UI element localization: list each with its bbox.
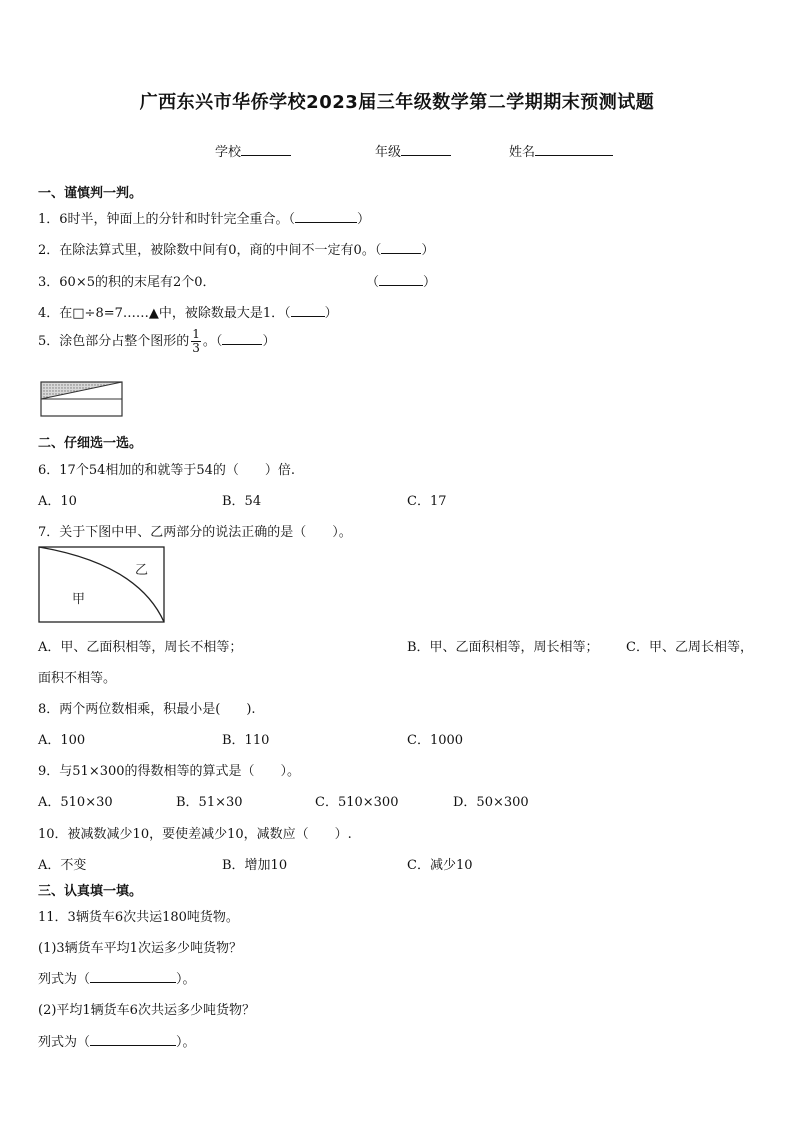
grade-field: [375, 141, 451, 160]
question-1: [38, 208, 370, 227]
question-6-option-a[interactable]: A．10: [38, 494, 77, 509]
question-7-option-b[interactable]: B．甲、乙面积相等，周长相等；: [407, 640, 599, 655]
question-3-text: 3．60×5的积的末尾有2个0．: [38, 275, 216, 290]
question-1-close: ）: [357, 212, 371, 227]
fraction-one-third: [191, 328, 201, 355]
formula-close-1: ）。: [176, 972, 196, 987]
section-3-heading: 三、认真填一填。: [38, 884, 143, 899]
question-5-text: 5．涂色部分占整个图形的: [38, 334, 190, 349]
section-1-heading: 一、谨慎判一判。: [38, 186, 143, 201]
figure-curve: [39, 547, 164, 622]
name-label: 姓名: [509, 145, 536, 160]
jia-yi-figure: [38, 546, 166, 624]
question-8-option-a[interactable]: A．100: [38, 733, 86, 748]
question-5: [38, 328, 275, 355]
school-blank[interactable]: [241, 143, 291, 156]
question-8-option-c[interactable]: C．1000: [407, 733, 464, 748]
question-10-option-a[interactable]: A．不变: [38, 858, 87, 873]
page-title: 广西东兴市华侨学校2023届三年级数学第二学期期末预测试题: [139, 92, 655, 113]
answer-blank-2[interactable]: [381, 241, 421, 254]
question-10-option-c[interactable]: C．减少10: [407, 858, 473, 873]
question-3-open: （: [366, 275, 380, 290]
question-8: 8．两个两位数相乘，积最小是( ).: [38, 702, 256, 717]
answer-blank-11-1[interactable]: [90, 970, 176, 983]
fraction-numerator: 1: [192, 327, 200, 341]
fraction-denominator: 3: [192, 341, 200, 355]
question-6: 6．17个54相加的和就等于54的（ ）倍.: [38, 463, 296, 478]
question-9-option-c[interactable]: C．510×300: [315, 795, 399, 810]
answer-blank-5[interactable]: [222, 332, 262, 345]
question-11-formula-2: [38, 1031, 196, 1050]
question-7: 7．关于下图中甲、乙两部分的说法正确的是（ ）。: [38, 525, 352, 540]
question-9-option-a[interactable]: A．510×30: [38, 795, 113, 810]
question-3-close: ）: [423, 275, 437, 290]
question-1-text: 1．6时半，钟面上的分针和时针完全重合。（: [38, 212, 296, 227]
question-2-text: 2．在除法算式里，被除数中间有0，商的中间不一定有0。（: [38, 243, 382, 258]
question-7-option-a[interactable]: A．甲、乙面积相等，周长不相等；: [38, 640, 243, 655]
question-4: [38, 302, 338, 321]
formula-label-1: 列式为（: [38, 972, 91, 987]
question-11: 11．3辆货车6次共运180吨货物。: [38, 910, 239, 925]
question-2: [38, 239, 434, 258]
grade-blank[interactable]: [401, 143, 451, 156]
question-10: 10．被减数减少10，要使差减少10，减数应（ ）.: [38, 827, 352, 842]
answer-blank-4[interactable]: [291, 304, 325, 317]
formula-close-2: ）。: [176, 1035, 196, 1050]
question-4-text: 4．在□÷8=7……▲中，被除数最大是1．（: [38, 306, 291, 321]
school-field: [215, 141, 291, 160]
grade-label: 年级: [375, 145, 402, 160]
question-6-option-c[interactable]: C．17: [407, 494, 447, 509]
question-7-option-c[interactable]: C．甲、乙周长相等，: [626, 640, 753, 655]
question-3-answer: [366, 271, 436, 290]
question-5-tail: 。（: [202, 334, 223, 349]
question-5-close: ）: [262, 334, 276, 349]
label-yi: 乙: [135, 563, 149, 578]
question-10-option-b[interactable]: B．增加10: [222, 858, 288, 873]
question-9-option-b[interactable]: B．51×30: [176, 795, 243, 810]
question-7-option-c-continued: 面积不相等。: [38, 671, 117, 686]
question-8-option-b[interactable]: B．110: [222, 733, 270, 748]
name-field: [509, 141, 613, 160]
question-11-part-2: (2)平均1辆货车6次共运多少吨货物？: [38, 1003, 255, 1018]
section-2-heading: 二、仔细选一选。: [38, 436, 143, 451]
question-9-option-d[interactable]: D．50×300: [453, 795, 529, 810]
figure-rectangle: [39, 547, 164, 622]
question-4-close: ）: [324, 306, 338, 321]
question-11-part-1: (1)3辆货车平均1次运多少吨货物？: [38, 941, 242, 956]
question-3: [38, 271, 216, 290]
answer-blank-3[interactable]: [379, 273, 423, 286]
question-9: 9．与51×300的得数相等的算式是（ ）。: [38, 764, 301, 779]
school-label: 学校: [215, 145, 242, 160]
label-jia: 甲: [72, 592, 86, 607]
name-blank[interactable]: [535, 143, 613, 156]
question-2-close: ）: [421, 243, 435, 258]
formula-label-2: 列式为（: [38, 1035, 91, 1050]
question-11-formula-1: [38, 968, 196, 987]
answer-blank-11-2[interactable]: [90, 1033, 176, 1046]
answer-blank-1[interactable]: [295, 210, 357, 223]
shaded-rectangle-figure: [40, 381, 124, 417]
question-6-option-b[interactable]: B．54: [222, 494, 262, 509]
